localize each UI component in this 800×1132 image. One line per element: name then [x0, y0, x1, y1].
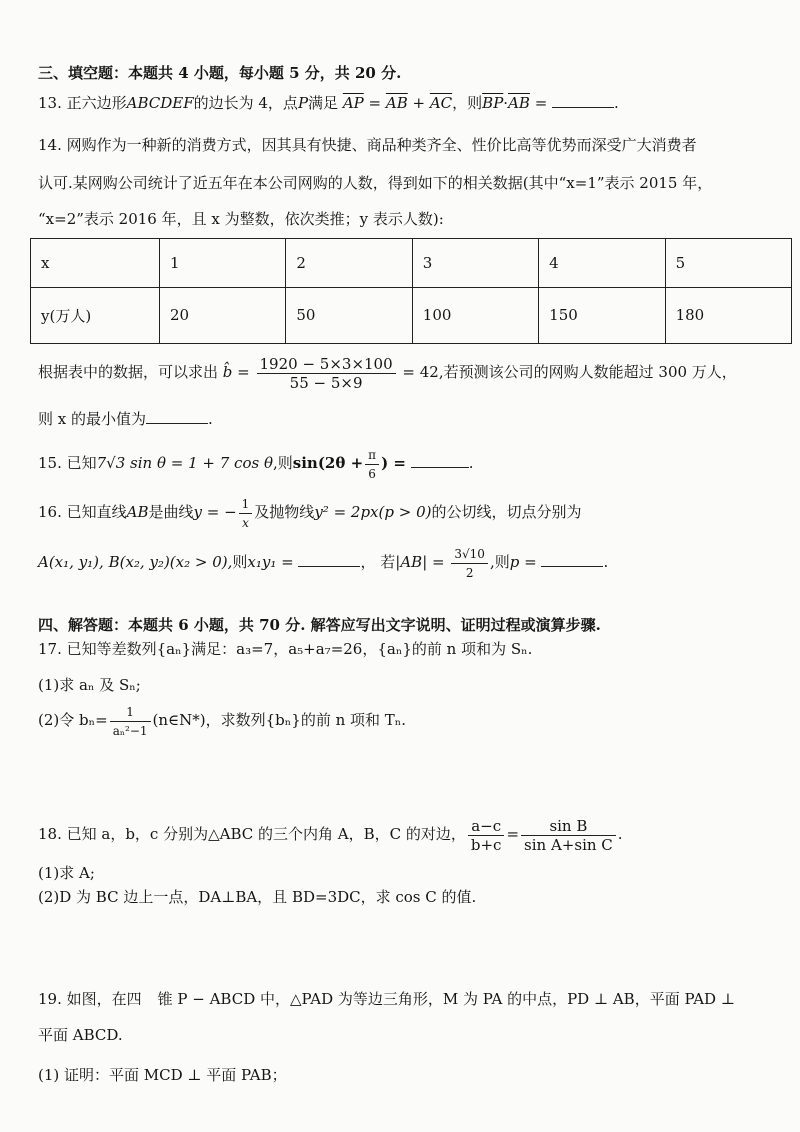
- q19-line-2: 平面 ABCD.: [38, 1026, 123, 1044]
- fraction-numerator: 3√10: [451, 545, 488, 564]
- question-16-line-1: [38, 492, 778, 532]
- q15-text: 15. 已知: [38, 454, 97, 472]
- q17-text: (n∈N*)，求数列{bₙ}的前 n 项和 Tₙ.: [152, 711, 407, 729]
- q16-text: 若: [380, 553, 396, 571]
- section4-heading: 四、解答题：本题共 6 小题，共 70 分. 解答应写出文字说明、证明过程或演算步骤.: [38, 616, 601, 634]
- q14-op: =: [232, 363, 255, 381]
- answer-blank[interactable]: [541, 552, 603, 567]
- root-fraction: [451, 545, 488, 582]
- q14-text: .: [208, 410, 213, 428]
- b-hat: b̂: [222, 363, 233, 381]
- fraction-denominator: b+c: [470, 835, 502, 854]
- q16-text: ，: [360, 553, 376, 571]
- q19-text: 锥 P − ABCD 中，△PAD 为等边三角形，M 为 PA 的中点，PD ⊥ AB，平面 PAD ⊥: [157, 990, 735, 1008]
- section3-heading: 三、填空题：本题共 4 小题，每小题 5 分，共 20 分.: [38, 64, 402, 82]
- q13-op: +: [407, 94, 430, 112]
- data-table: [30, 238, 792, 344]
- q16-text: 16. 已知直线: [38, 503, 127, 521]
- table-cell: 180: [665, 287, 791, 343]
- q16-p: p: [509, 553, 520, 571]
- q14-question-line: [38, 408, 778, 430]
- pi-over-six: [365, 446, 379, 483]
- fraction-numerator: 1920 − 5×3×100: [257, 355, 396, 374]
- table-cell: 5: [665, 239, 791, 288]
- vector-ac: $\overline{AC}$: [429, 94, 453, 112]
- table-cell: 150: [539, 287, 665, 343]
- q13-text: 满足: [308, 94, 339, 112]
- q16-op: =: [276, 553, 299, 571]
- q18-fraction-1: [468, 817, 505, 854]
- q13-polygon: ABCDEF: [126, 94, 194, 112]
- q17-line-1: 17. 已知等差数列{aₙ}满足：a₃=7，a₅+a₇=26，{aₙ}的前 n 项和为 Sₙ.: [38, 640, 533, 658]
- question-16-line-2: [38, 542, 778, 582]
- bn-fraction: [110, 703, 151, 740]
- q14-line-1: 14. 网购作为一种新的消费方式，因其具有快捷、商品种类齐全、性价比高等优势而深受广大消费者: [38, 136, 697, 154]
- answer-blank[interactable]: [298, 552, 360, 567]
- q14-line-2: 认可.某网购公司统计了近五年在本公司网购的人数，得到如下的相关数据(其中“x=1”表示 2015 年，: [38, 174, 713, 192]
- vector-ab: $\overline{AB}$: [508, 94, 530, 112]
- fraction-denominator: 2: [465, 565, 474, 580]
- question-13: [38, 92, 778, 114]
- q16-abs-ab: |AB|: [395, 553, 428, 571]
- q15-expr: ) =: [381, 454, 406, 472]
- q18-text: 18. 已知 a，b，c 分别为△ABC 的三个内角 A，B，C 的对边，: [38, 825, 466, 843]
- q17-text: (2)令 bₙ=: [38, 711, 108, 729]
- q13-text: 13. 正六边形: [38, 94, 127, 112]
- q16-points: A(x₁, y₁), B(x₂, y₂)(x₂ > 0),: [38, 553, 233, 571]
- fraction-denominator: 6: [368, 466, 376, 481]
- q16-parabola: y² = 2px(p > 0): [314, 503, 432, 521]
- q16-text: 的公切线，切点分别为: [431, 503, 582, 521]
- fraction-numerator: 1: [239, 495, 253, 514]
- fraction-numerator: a−c: [468, 817, 505, 836]
- q19-text: 19. 如图，在四: [38, 990, 142, 1008]
- q15-text: .: [468, 454, 474, 472]
- q15-equation: 7√3 sin θ = 1 + 7 cos θ: [96, 454, 273, 472]
- q16-curve: y = −: [193, 503, 237, 521]
- q13-op: ·: [503, 94, 509, 112]
- q16-product: x₁y₁: [247, 553, 277, 571]
- table-cell: x: [31, 239, 160, 288]
- table-row: [31, 239, 792, 288]
- table-cell: 50: [286, 287, 412, 343]
- q14-text: 根据表中的数据，可以求出: [38, 363, 219, 381]
- q14-line-3: “x=2”表示 2016 年，且 x 为整数，依次类推；y 表示人数):: [38, 210, 444, 228]
- fraction-denominator: sin A+sin C: [524, 835, 613, 854]
- q14-text: 若预测该公司的网购人数能超过 300 万人，: [443, 363, 737, 381]
- q19-sub-1: (1) 证明：平面 MCD ⊥ 平面 PAB；: [38, 1066, 287, 1084]
- q16-text: 则: [232, 553, 248, 571]
- q15-text: ,则: [273, 454, 293, 472]
- fraction-numerator: sin B: [521, 817, 616, 836]
- q16-text: .: [603, 553, 609, 571]
- table-cell: 20: [160, 287, 286, 343]
- q14-op: = 42,: [397, 363, 444, 381]
- q18-sub-2: (2)D 为 BC 边上一点，DA⊥BA，且 BD=3DC，求 cos C 的值.: [38, 888, 477, 906]
- q18-fraction-2: [521, 817, 616, 854]
- q16-text: 是曲线: [148, 503, 194, 521]
- one-over-x: [239, 495, 253, 532]
- q15-expr: sin(2θ +: [292, 454, 364, 472]
- q13-text: 的边长为 4，点: [193, 94, 298, 112]
- q13-text: .: [614, 94, 619, 112]
- table-cell: 3: [412, 239, 538, 288]
- answer-blank[interactable]: [411, 453, 469, 468]
- q19-line-1: [38, 988, 778, 1010]
- fraction-denominator: x: [242, 515, 249, 530]
- table-cell: 100: [412, 287, 538, 343]
- question-15: [38, 444, 778, 483]
- q13-point: P: [297, 94, 309, 112]
- q16-op: =: [519, 553, 542, 571]
- q13-op: =: [363, 94, 386, 112]
- q16-line-ab: AB: [126, 503, 149, 521]
- table-cell: 2: [286, 239, 412, 288]
- fraction-denominator: aₙ²−1: [112, 723, 148, 738]
- q16-text: ,则: [489, 553, 510, 571]
- q16-op: =: [427, 553, 450, 571]
- q18-op: =: [506, 825, 520, 843]
- fraction-numerator: 1: [110, 703, 151, 722]
- vector-bp: $\overline{BP}$: [482, 94, 504, 112]
- vector-ab: $\overline{AB}$: [385, 94, 408, 112]
- q18-text: .: [617, 825, 623, 843]
- answer-blank[interactable]: [552, 93, 614, 108]
- q17-sub-1: (1)求 aₙ 及 Sₙ;: [38, 676, 141, 694]
- question-18: [38, 814, 778, 854]
- q13-text: ，则: [452, 94, 483, 112]
- answer-blank[interactable]: [146, 409, 208, 424]
- q14-regression-line: [38, 352, 778, 392]
- table-row: [31, 287, 792, 343]
- regression-fraction: [257, 355, 396, 392]
- table-cell: y(万人): [31, 287, 160, 343]
- q17-sub-2: [38, 700, 778, 740]
- fraction-numerator: π: [365, 446, 379, 465]
- table-cell: 4: [539, 239, 665, 288]
- q13-op: =: [529, 94, 553, 112]
- fraction-denominator: 55 − 5×9: [289, 373, 363, 392]
- q16-text: 及抛物线: [254, 503, 315, 521]
- q14-text: 则 x 的最小值为: [38, 410, 146, 428]
- vector-ap: $\overline{AP}$: [342, 94, 364, 112]
- q18-sub-1: (1)求 A;: [38, 864, 95, 882]
- table-cell: 1: [160, 239, 286, 288]
